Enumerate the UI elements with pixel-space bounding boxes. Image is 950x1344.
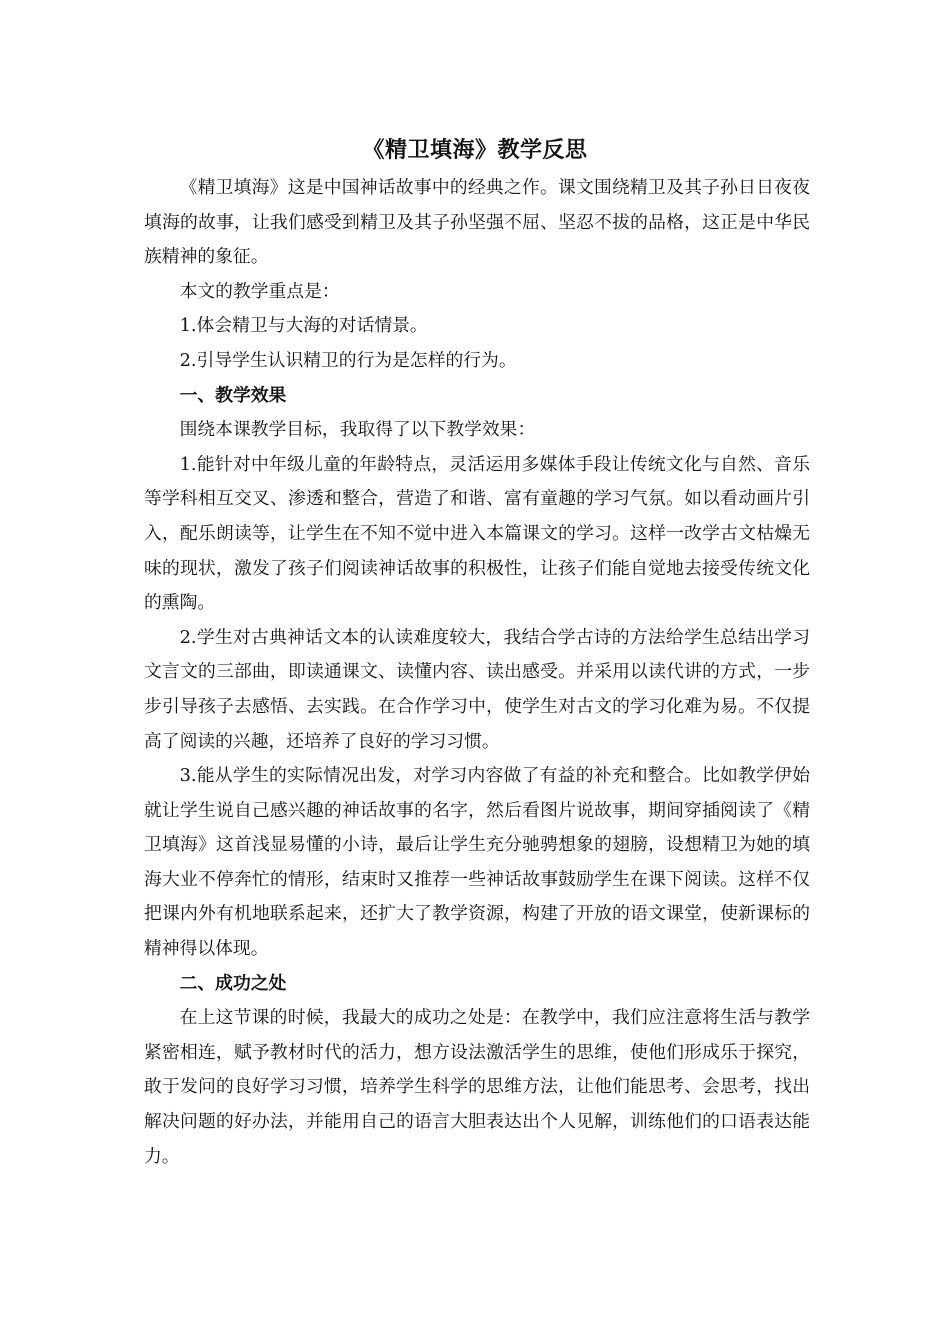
paragraph-focus-1: 1.体会精卫与大海的对话情景。 bbox=[179, 315, 428, 337]
paragraph-intro: 《精卫填海》这是中国神话故事中的经典之作。课文围绕精卫及其子孙日日夜夜填海的故事，让我们感受到精卫及其子孙坚强不屈、坚忍不拔的品格，这正是中华民族精神的象征。 bbox=[144, 177, 810, 268]
paragraph-effect-1: 1.能针对中年级儿童的年龄特点，灵活运用多媒体手段让传统文化与自然、音乐等学科相互交叉、渗透和整合，营造了和谐、富有童趣的学习气氛。如以看动画片引入，配乐朗读等，让学生在不知不觉中进入本篇课文的学习。这样一改学古文枯燥无味的现状，激发了孩子们阅读神话故事的积极性，让孩子们能自觉地去接受传统文化的熏陶。 bbox=[144, 453, 810, 614]
paragraph-effect-2: 2.学生对古典神话文本的认读难度较大，我结合学古诗的方法给学生总结出学习文言文的三部曲，即读通课文、读懂内容、读出感受。并采用以读代讲的方式，一步步引导孩子去感悟、去实践。在合作学习中，使学生对古文的学习化难为易。不仅提高了阅读的兴趣，还培养了良好的学习习惯。 bbox=[144, 626, 810, 752]
section-heading-teaching-effect: 一、教学效果 bbox=[179, 384, 287, 406]
paragraph-success: 在上这节课的时候，我最大的成功之处是：在教学中，我们应注意将生活与教学紧密相连，赋予教材时代的活力，想方设法激活学生的思维，使他们形成乐于探究，敢于发问的良好学习习惯，培养学生科学的思维方法，让他们能思考、会思考，找出解决问题的好办法，并能用自己的语言大胆表达出个人见解，训练他们的口语表达能力。 bbox=[144, 1007, 810, 1167]
document-title: 《精卫填海》教学反思 bbox=[362, 137, 588, 163]
paragraph-effect-intro: 围绕本课教学目标，我取得了以下教学效果： bbox=[179, 419, 536, 441]
document-body bbox=[144, 171, 810, 1174]
section-heading-success: 二、成功之处 bbox=[179, 972, 287, 994]
paragraph-focus-2: 2.引导学生认识精卫的行为是怎样的行为。 bbox=[179, 349, 517, 371]
paragraph-effect-3: 3.能从学生的实际情况出发，对学习内容做了有益的补充和整合。比如教学伊始就让学生说自己感兴趣的神话故事的名字，然后看图片说故事，期间穿插阅读了《精卫填海》这首浅显易懂的小诗，最后让学生充分驰骋想象的翅膀，设想精卫为她的填海大业不停奔忙的情形，结束时又推荐一些神话故事鼓励学生在课下阅读。这样不仅把课内外有机地联系起来，还扩大了教学资源，构建了开放的语文课堂，使新课标的精神得以体现。 bbox=[144, 765, 810, 960]
paragraph-focus-label: 本文的教学重点是： bbox=[179, 280, 340, 302]
